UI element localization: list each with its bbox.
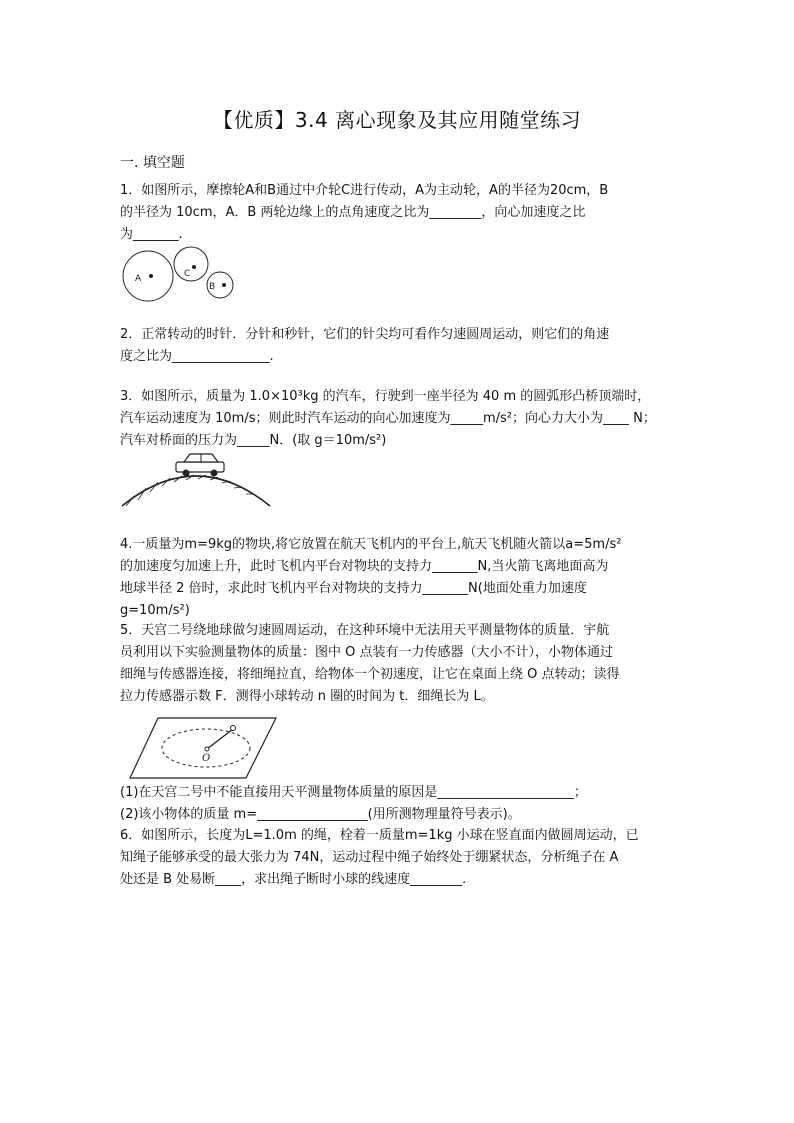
wheel-b-label: B [209, 282, 216, 292]
question-line: 地球半径 2 倍时，求此时飞机内平台对物块的支持力_______N(地面处重力加速度 [120, 581, 587, 596]
wheel-a-label: A [135, 274, 142, 284]
section-heading: 一. 填空题 [120, 155, 185, 171]
question-line: 3．如图所示，质量为 1.0×10³kg 的汽车，行驶到一座半径为 40 m 的圆弧形凸桥顶端时， [120, 389, 651, 404]
question-line: 知绳子能够承受的最大张力为 74N，运动过程中绳子始终处于绷紧状态，分析绳子在 A [120, 850, 619, 865]
wheel-a [123, 251, 173, 301]
question-line: 汽车对桥面的压力为_____N．(取 g＝10m/s²) [120, 433, 387, 448]
question-line: 的半径为 10cm，A．B 两轮边缘上的点角速度之比为________，向心加速度之比 [120, 205, 586, 220]
question-line: 5．天宫二号绕地球做匀速圆周运动，在这种环境中无法用天平测量物体的质量．宇航 [120, 623, 610, 638]
arch-bridge-car-figure [118, 450, 278, 510]
question-3 [120, 386, 680, 452]
car-icon [176, 454, 224, 477]
question-line: 拉力传感器示数 F．测得小球转动 n 圈的时间为 t．细绳长为 L。 [120, 689, 494, 704]
question-line: 为_______. [120, 227, 183, 242]
question-line: 细绳与传感器连接，将细绳拉直，给物体一个初速度，让它在桌面上绕 O 点转动；读得 [120, 667, 620, 682]
question-6 [120, 825, 680, 891]
question-line: 2．正常转动的时针．分针和秒针，它们的针尖均可看作匀速圆周运动，则它们的角速 [120, 327, 610, 342]
question-line: 员利用以下实验测量物体的质量：图中 O 点装有一力传感器（大小不计），小物体通过 [120, 645, 613, 660]
question-1 [120, 180, 680, 246]
friction-wheels-figure [120, 243, 240, 303]
question-4 [120, 534, 680, 622]
question-line: 的加速度匀加速上升，此时飞机内平台对物块的支持力_______N,当火箭飞离地面高为 [120, 559, 609, 574]
question-2 [120, 324, 680, 368]
page-title: 【优质】3.4 离心现象及其应用随堂练习 [212, 108, 582, 132]
point-o-label: O [202, 753, 211, 764]
question-line: 1．如图所示，摩擦轮A和B通过中介轮C进行传动，A为主动轮，A的半径为20cm，B [120, 183, 609, 198]
question-5-subparts [120, 782, 680, 826]
question-line: 6．如图所示，长度为L=1.0m 的绳，栓着一质量m=1kg 小球在竖直面内做圆周运动，已 [120, 828, 639, 843]
rotating-object-figure [128, 716, 278, 780]
question-line: 处还是 B 处易断____，求出绳子断时小球的线速度________. [120, 872, 467, 887]
wheel-c-label: C [184, 269, 191, 279]
question-line: 度之比为_______________. [120, 349, 274, 364]
question-line: (2)该小物体的质量 m=_________________(用所测物理量符号表示)。 [120, 807, 521, 822]
question-line: g=10m/s²) [120, 603, 190, 618]
question-line: 汽车运动速度为 10m/s；则此时汽车运动的向心加速度为_____m/s²；向心力大小为____ N； [120, 411, 656, 426]
question-5 [120, 620, 680, 708]
wheel-c [174, 247, 208, 281]
question-line: (1)在天宫二号中不能直接用天平测量物体质量的原因是_____________________； [120, 785, 587, 800]
question-line: 4.一质量为m=9kg的物块,将它放置在航天飞机内的平台上,航天飞机随火箭以a=5m/s² [120, 537, 622, 552]
